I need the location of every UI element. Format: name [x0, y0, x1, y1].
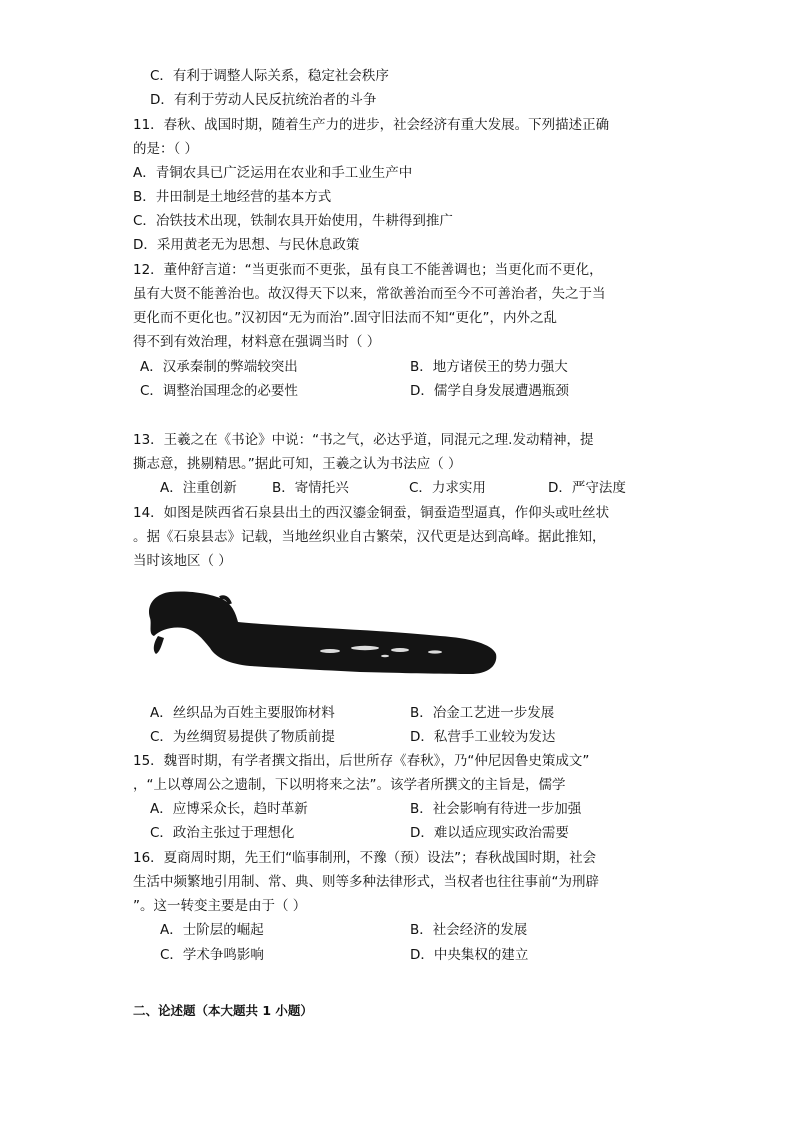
q13-stem-line2: 撕志意，挑剔精思。”据此可知，王羲之认为书法应（ ）	[133, 456, 462, 472]
q16-option-b: B．社会经济的发展	[410, 922, 528, 938]
q14-stem-line2: 。据《石泉县志》记载，当地丝织业自古繁荣，汉代更是达到高峰。据此推知，	[133, 529, 606, 545]
q12-stem-line4: 得不到有效治理，材料意在强调当时（ ）	[133, 334, 381, 350]
q14-stem-line3: 当时该地区（ ）	[133, 553, 232, 569]
q12-option-a: A．汉承秦制的弊端较突出	[140, 359, 298, 375]
q11-option-b: B．井田制是土地经营的基本方式	[133, 189, 332, 205]
q13-stem-line1: 13．王羲之在《书论》中说：“书之气，必达乎道，同混元之理.发动精神，提	[133, 432, 594, 448]
q13-option-a: A．注重创新	[160, 480, 237, 496]
q14-stem-line1: 14．如图是陕西省石泉县出土的西汉鎏金铜蚕，铜蚕造型逼真，作仰头或吐丝状	[133, 505, 610, 521]
q12-stem-line3: 更化而不更化也。”汉初因“无为而治”.固守旧法而不知“更化”，内外之乱	[133, 310, 558, 326]
q16-stem-line2: 生活中频繁地引用制、常、典、则等多种法律形式，当权者也往往事前“为刑辟	[133, 874, 599, 890]
q15-stem-line1: 15．魏晋时期，有学者撰文指出，后世所存《春秋》，乃“仲尼因鲁史策成文”	[133, 753, 590, 769]
q13-option-c: C．力求实用	[409, 480, 486, 496]
q16-option-c: C．学术争鸣影响	[160, 947, 264, 963]
q13-option-b: B．寄情托兴	[272, 480, 349, 496]
q14-option-b: B．冶金工艺进一步发展	[410, 705, 555, 721]
q14-option-c: C．为丝绸贸易提供了物质前提	[150, 729, 335, 745]
q12-stem-line1: 12．董仲舒言道：“当更张而不更张，虽有良工不能善调也；当更化而不更化，	[133, 262, 603, 278]
q15-option-d: D．难以适应现实政治需要	[410, 825, 569, 841]
q11-option-a: A．青铜农具已广泛运用在农业和手工业生产中	[133, 165, 413, 181]
q15-option-c: C．政治主张过于理想化	[150, 825, 295, 841]
q12-stem-line2: 虽有大贤不能善治也。故汉得天下以来，常欲善治而至今不可善治者，失之于当	[133, 286, 606, 302]
q12-option-b: B．地方诸侯王的势力强大	[410, 359, 568, 375]
q11-stem-line2: 的是：（ ）	[133, 141, 199, 157]
q15-option-b: B．社会影响有待进一步加强	[410, 801, 582, 817]
q15-option-a: A．应博采众长，趋时革新	[150, 801, 308, 817]
q11-option-c: C．冶铁技术出现，铁制农具开始使用，牛耕得到推广	[133, 213, 453, 229]
q14-option-d: D．私营手工业较为发达	[410, 729, 556, 745]
q14-option-a: A．丝织品为百姓主要服饰材料	[150, 705, 335, 721]
q11-option-d: D．采用黄老无为思想、与民休息政策	[133, 237, 360, 253]
q13-option-d: D．严守法度	[548, 480, 626, 496]
q16-option-d: D．中央集权的建立	[410, 947, 529, 963]
gilt-bronze-silkworm-image	[140, 578, 500, 688]
q12-option-c: C．调整治国理念的必要性	[140, 383, 298, 399]
q16-stem-line1: 16．夏商周时期，先王们“临事制刑，不豫（预）设法”；春秋战国时期，社会	[133, 850, 597, 866]
q15-stem-line2: ，“上以尊周公之遗制，下以明将来之法”。该学者所撰文的主旨是，儒学	[133, 777, 566, 793]
q11-stem-line1: 11．春秋、战国时期，随着生产力的进步，社会经济有重大发展。下列描述正确	[133, 117, 610, 133]
q12-option-d: D．儒学自身发展遭遇瓶颈	[410, 383, 569, 399]
q16-option-a: A．士阶层的崛起	[160, 922, 264, 938]
option-c-prev: C．有利于调整人际关系，稳定社会秩序	[150, 68, 389, 84]
q16-stem-line3: ”。这一转变主要是由于（ ）	[133, 898, 307, 914]
option-d-prev: D．有利于劳动人民反抗统治者的斗争	[150, 92, 377, 108]
section-heading: 二、论述题（本大题共 1 小题）	[133, 1003, 313, 1018]
